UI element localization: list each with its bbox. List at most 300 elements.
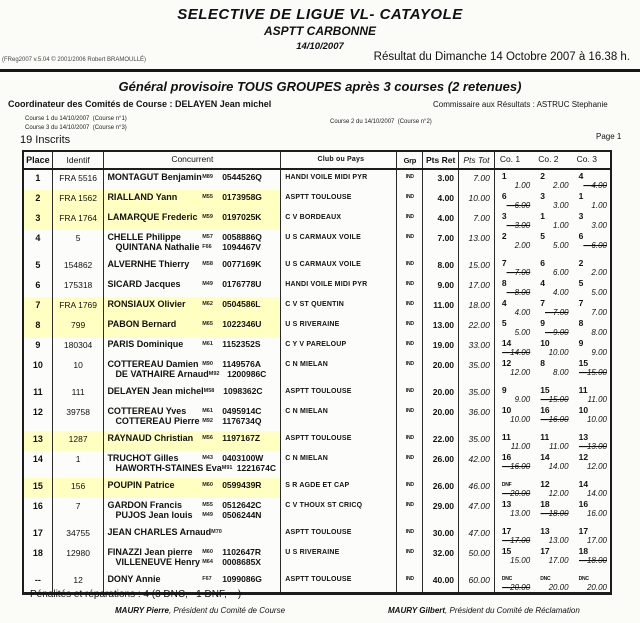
race-rank: 3 bbox=[578, 211, 584, 221]
race-points: 10.00 bbox=[586, 415, 607, 424]
crew-licence: 1197167Z bbox=[222, 433, 261, 443]
race-rank: 6 bbox=[540, 258, 545, 268]
crew-category: M43 bbox=[202, 455, 213, 461]
place-cell: 15 bbox=[24, 478, 52, 498]
race-score bbox=[533, 190, 571, 210]
table-row bbox=[24, 190, 610, 210]
race-points: —17.00 bbox=[502, 536, 531, 545]
club-cell: ASPTT TOULOUSE bbox=[280, 431, 396, 451]
points-retained-cell: 32.00 bbox=[422, 545, 458, 572]
race-score bbox=[495, 545, 533, 572]
race-points: —7.00 bbox=[506, 268, 531, 277]
crew-line bbox=[104, 451, 280, 463]
competitor-cell bbox=[103, 525, 280, 545]
crew-line bbox=[104, 230, 280, 242]
race-rank: 15 bbox=[540, 385, 550, 395]
group-cell: IND bbox=[396, 498, 422, 525]
crew-category: M92 bbox=[208, 371, 220, 377]
club-cell: ASPTT TOULOUSE bbox=[280, 572, 396, 592]
table-row bbox=[24, 431, 610, 451]
group-cell: IND bbox=[396, 277, 422, 297]
race-points: 1.00 bbox=[553, 221, 569, 230]
race-score bbox=[495, 317, 533, 337]
crew-name: POUPIN Patrice bbox=[107, 480, 175, 490]
race-points: —16.00 bbox=[502, 462, 531, 471]
points-retained-cell: 8.00 bbox=[422, 257, 458, 277]
crew-line bbox=[104, 170, 280, 182]
crew-category: M58 bbox=[203, 388, 215, 394]
competitor-cell bbox=[103, 478, 280, 498]
competitor-cell bbox=[103, 545, 280, 572]
crew-category: M62 bbox=[202, 301, 213, 307]
crew-line bbox=[104, 190, 280, 202]
race-score bbox=[533, 170, 571, 190]
competitor-cell bbox=[103, 277, 280, 297]
race-score bbox=[533, 317, 571, 337]
race-score bbox=[533, 230, 571, 257]
points-retained-cell: 30.00 bbox=[422, 525, 458, 545]
group-cell: IND bbox=[396, 431, 422, 451]
race-rank: 8 bbox=[540, 358, 545, 368]
race-rank: 13 bbox=[578, 432, 589, 442]
race-score bbox=[533, 478, 571, 498]
points-retained-cell: 26.00 bbox=[422, 478, 458, 498]
club-cell: C V BORDEAUX bbox=[280, 210, 396, 230]
club-cell: U S CARMAUX VOILE bbox=[280, 257, 396, 277]
table-row bbox=[24, 525, 610, 545]
race-rank: 11 bbox=[540, 432, 550, 442]
club-cell: HANDI VOILE MIDI PYR bbox=[280, 170, 396, 190]
crew-licence bbox=[229, 527, 280, 537]
crew-category: M58 bbox=[202, 261, 213, 267]
place-cell: 3 bbox=[24, 210, 52, 230]
sail-number-cell: 180304 bbox=[52, 337, 104, 357]
crew-name: HAWORTH-STAINES Eva bbox=[115, 463, 222, 473]
race-scores-cell bbox=[494, 277, 610, 297]
points-total-cell: 7.00 bbox=[458, 170, 494, 190]
race-points: 1.00 bbox=[514, 181, 531, 190]
place-cell: 13 bbox=[24, 431, 52, 451]
sail-number-cell: 12980 bbox=[52, 545, 104, 572]
race-score bbox=[572, 525, 610, 545]
race-rank: 7 bbox=[501, 258, 507, 268]
race-points: 2.00 bbox=[591, 268, 607, 277]
crew-licence: 1094467V bbox=[222, 242, 261, 252]
competitor-cell bbox=[103, 170, 280, 190]
sail-number-cell: 39758 bbox=[52, 404, 104, 431]
crew-line bbox=[104, 525, 280, 537]
race-rank: DNC bbox=[540, 576, 551, 582]
race-rank: 15 bbox=[578, 358, 589, 368]
signatory-role: , Président du Comité de Réclamation bbox=[445, 606, 580, 615]
race-rank: 2 bbox=[540, 171, 545, 181]
race-score bbox=[572, 384, 610, 404]
crew-category: M90 bbox=[202, 361, 213, 367]
place-cell: -- bbox=[34, 575, 41, 585]
crew-category: M56 bbox=[202, 435, 213, 441]
race-score bbox=[533, 297, 571, 317]
race-points: 1.00 bbox=[591, 201, 607, 210]
race-score bbox=[495, 297, 533, 317]
race-rank: DNC bbox=[578, 576, 589, 582]
crew-category: M57 bbox=[202, 234, 213, 240]
race-score bbox=[533, 498, 571, 525]
place-cell: 14 bbox=[32, 454, 43, 464]
competitor-cell bbox=[103, 297, 280, 317]
race-rank: 16 bbox=[540, 405, 550, 415]
sail-number-cell: 34755 bbox=[52, 525, 104, 545]
race-score bbox=[495, 572, 533, 592]
race-points: 5.00 bbox=[514, 328, 531, 337]
page-number: Page 1 bbox=[596, 132, 622, 141]
crew-name: JEAN CHARLES Arnaud bbox=[107, 527, 212, 537]
place-cell: 16 bbox=[32, 501, 43, 511]
course-1-line: Course 1 du 14/10/2007 (Course n°1) bbox=[25, 116, 127, 122]
points-retained-cell: 9.00 bbox=[422, 277, 458, 297]
race-rank: 1 bbox=[578, 191, 584, 201]
crew-licence: 0495914C bbox=[222, 406, 262, 416]
crew-category: M60 bbox=[202, 549, 213, 555]
crew-line bbox=[104, 510, 280, 520]
race-score bbox=[495, 498, 533, 525]
crew-licence: 0008685X bbox=[222, 557, 261, 567]
race-score bbox=[572, 431, 610, 451]
table-row bbox=[24, 257, 610, 277]
crew-licence: 1152352S bbox=[222, 339, 261, 349]
race-points: 8.00 bbox=[591, 328, 607, 337]
race-score bbox=[572, 277, 610, 297]
race-scores-cell bbox=[494, 451, 610, 478]
race-scores-cell bbox=[494, 545, 610, 572]
race-score bbox=[533, 357, 571, 384]
race-score bbox=[572, 545, 610, 572]
event-title: SELECTIVE DE LIGUE VL- CATAYOLE bbox=[177, 6, 463, 23]
crew-category: M55 bbox=[202, 502, 213, 508]
club-cell: ASPTT TOULOUSE bbox=[280, 525, 396, 545]
points-retained-cell: 4.00 bbox=[422, 190, 458, 210]
race-rank: 17 bbox=[501, 526, 512, 536]
points-total-cell: 35.00 bbox=[458, 431, 494, 451]
crew-licence: 1099086G bbox=[222, 574, 262, 584]
crew-category: F66 bbox=[202, 244, 212, 250]
race-score bbox=[572, 297, 610, 317]
points-total-cell: 60.00 bbox=[458, 572, 494, 592]
sail-number-cell: 7 bbox=[52, 498, 104, 525]
sail-number-cell: 1 bbox=[52, 451, 104, 478]
group-cell: IND bbox=[396, 545, 422, 572]
race-points: —9.00 bbox=[545, 328, 569, 337]
sail-number-cell: 111 bbox=[52, 384, 104, 404]
sail-number-cell: FRA 1764 bbox=[52, 210, 104, 230]
group-cell: IND bbox=[396, 257, 422, 277]
race-scores-cell bbox=[494, 478, 610, 498]
race-points: 16.00 bbox=[586, 509, 607, 518]
race-rank: 8 bbox=[501, 278, 507, 288]
header-club: Club ou Pays bbox=[280, 152, 396, 168]
competitor-cell bbox=[103, 384, 280, 404]
sail-number-cell: 175318 bbox=[52, 277, 104, 297]
place-cell: 8 bbox=[24, 317, 52, 337]
crew-name: COTTEREAU Pierre bbox=[115, 416, 200, 426]
crew-name: LAMARQUE Frederic bbox=[107, 212, 198, 222]
race-points: —4.00 bbox=[583, 181, 607, 190]
points-total-cell: 35.00 bbox=[458, 357, 494, 384]
race-scores-cell bbox=[494, 498, 610, 525]
points-retained-cell: 29.00 bbox=[422, 498, 458, 525]
place-cell: 2 bbox=[24, 190, 52, 210]
club-cell: U S CARMAUX VOILE bbox=[280, 230, 396, 257]
race-score bbox=[572, 190, 610, 210]
crew-line bbox=[104, 257, 280, 269]
header-pts-tot: Pts Tot bbox=[458, 152, 494, 168]
race-rank: 2 bbox=[501, 231, 507, 241]
points-total-cell: 36.00 bbox=[458, 404, 494, 431]
table-row bbox=[24, 317, 610, 337]
group-cell: IND bbox=[396, 404, 422, 431]
race-rank: 5 bbox=[578, 278, 584, 288]
crew-name: RAYNAUD Christian bbox=[107, 433, 194, 443]
crew-name: FINAZZI Jean pierre bbox=[107, 547, 193, 557]
race-points: 12.00 bbox=[548, 489, 569, 498]
group-cell: IND bbox=[396, 384, 422, 404]
header-place: Place bbox=[26, 155, 50, 165]
race-points: —7.00 bbox=[545, 308, 569, 317]
group-cell: IND bbox=[396, 230, 422, 257]
place-cell: 5 bbox=[35, 260, 41, 270]
place-cell: 10 bbox=[32, 360, 43, 370]
crew-line bbox=[104, 384, 280, 396]
signature-protest-committee bbox=[388, 606, 580, 615]
header-concurrent: Concurrent bbox=[103, 152, 280, 168]
header-co3: Co. 3 bbox=[576, 154, 597, 164]
competitor-cell bbox=[103, 190, 280, 210]
race-rank: 4 bbox=[540, 278, 545, 288]
race-rank: 17 bbox=[578, 526, 589, 536]
race-scores-cell bbox=[494, 170, 610, 190]
crew-licence: 1098362C bbox=[223, 386, 263, 396]
points-retained-cell: 20.00 bbox=[422, 357, 458, 384]
race-score bbox=[533, 337, 571, 357]
race-score bbox=[495, 451, 533, 478]
crew-line bbox=[104, 431, 280, 443]
competitor-cell bbox=[103, 210, 280, 230]
race-rank: 16 bbox=[578, 499, 589, 509]
race-rank: 10 bbox=[540, 338, 550, 348]
crew-licence: 0506244N bbox=[222, 510, 262, 520]
race-score bbox=[572, 317, 610, 337]
race-points: 3.00 bbox=[553, 201, 569, 210]
race-rank: 11 bbox=[578, 385, 588, 395]
race-points: —15.00 bbox=[540, 395, 569, 404]
crew-category: M61 bbox=[202, 408, 213, 414]
race-points: 4.00 bbox=[514, 308, 531, 317]
event-date: 14/10/2007 bbox=[296, 41, 344, 52]
points-retained-cell: 20.00 bbox=[422, 404, 458, 431]
race-score bbox=[533, 210, 571, 230]
crew-licence: 0176778U bbox=[222, 279, 262, 289]
crew-licence: 1149576A bbox=[222, 359, 261, 369]
race-scores-cell bbox=[494, 404, 610, 431]
race-score bbox=[572, 257, 610, 277]
crew-licence: 1102647R bbox=[222, 547, 261, 557]
race-points: 11.00 bbox=[510, 442, 531, 451]
crew-name: PABON Bernard bbox=[107, 319, 177, 329]
crew-name: RIALLAND Yann bbox=[107, 192, 178, 202]
sail-number-cell: FRA 1769 bbox=[52, 297, 104, 317]
competitor-cell bbox=[103, 451, 280, 478]
points-total-cell: 42.00 bbox=[458, 451, 494, 478]
race-rank: 2 bbox=[578, 258, 584, 268]
points-total-cell: 10.00 bbox=[458, 190, 494, 210]
sail-number-cell: 154862 bbox=[52, 257, 104, 277]
race-rank: 12 bbox=[578, 452, 589, 462]
race-score bbox=[495, 404, 533, 431]
results-rows bbox=[24, 170, 610, 592]
race-rank: 9 bbox=[578, 338, 584, 348]
crew-category: M55 bbox=[202, 194, 213, 200]
group-cell: IND bbox=[396, 451, 422, 478]
club-cell: C N MIELAN bbox=[280, 404, 396, 431]
club-cell: C N MIELAN bbox=[280, 357, 396, 384]
crew-name: DE VATHAIRE Arnaud bbox=[115, 369, 209, 379]
race-score bbox=[572, 451, 610, 478]
crew-line bbox=[104, 463, 280, 473]
race-points: —18.00 bbox=[578, 556, 607, 565]
race-rank: 4 bbox=[501, 298, 507, 308]
table-row bbox=[24, 545, 610, 572]
race-rank: 14 bbox=[578, 479, 589, 489]
points-total-cell: 15.00 bbox=[458, 257, 494, 277]
sail-number-cell: 5 bbox=[52, 230, 104, 257]
place-cell: 9 bbox=[35, 340, 41, 350]
table-row bbox=[24, 451, 610, 478]
points-retained-cell: 4.00 bbox=[422, 210, 458, 230]
crew-category: M49 bbox=[202, 512, 213, 518]
place-cell: 18 bbox=[32, 548, 43, 558]
signatory-name: MAURY Gilbert bbox=[388, 606, 446, 615]
crew-line bbox=[104, 404, 280, 416]
place-cell: 7 bbox=[24, 297, 52, 317]
points-retained-cell: 40.00 bbox=[422, 572, 458, 592]
race-points: 8.00 bbox=[553, 368, 569, 377]
race-rank: 5 bbox=[540, 231, 545, 241]
crew-name: COTTEREAU Damien bbox=[107, 359, 199, 369]
points-retained-cell: 19.00 bbox=[422, 337, 458, 357]
race-score bbox=[572, 498, 610, 525]
race-rank: 13 bbox=[501, 499, 512, 509]
results-table bbox=[22, 150, 612, 595]
points-total-cell: 46.00 bbox=[458, 478, 494, 498]
race-score bbox=[533, 545, 571, 572]
group-cell: IND bbox=[396, 357, 422, 384]
crew-licence: 0197025K bbox=[222, 212, 262, 222]
race-score bbox=[572, 478, 610, 498]
race-scores-cell bbox=[494, 384, 610, 404]
crew-licence: 0512642C bbox=[222, 500, 262, 510]
penalties-line: Pénalités et réparations : 4 (3 DNC, 1 DNF, ) bbox=[30, 589, 242, 600]
race-rank: 1 bbox=[501, 171, 507, 181]
crew-name: COTTEREAU Yves bbox=[107, 406, 187, 416]
race-score bbox=[572, 170, 610, 190]
race-scores-cell bbox=[494, 525, 610, 545]
race-score bbox=[495, 277, 533, 297]
points-total-cell: 47.00 bbox=[458, 525, 494, 545]
race-score bbox=[533, 384, 571, 404]
crew-name: SICARD Jacques bbox=[107, 279, 181, 289]
race-score bbox=[495, 525, 533, 545]
race-points: 14.00 bbox=[548, 462, 569, 471]
race-rank: 6 bbox=[501, 191, 507, 201]
race-rank: 16 bbox=[501, 452, 512, 462]
race-rank: 12 bbox=[540, 479, 550, 489]
course-3-line: Course 3 du 14/10/2007 (Course n°3) bbox=[25, 125, 127, 131]
crew-name: GARDON Francis bbox=[107, 500, 182, 510]
place-cell: 12 bbox=[32, 407, 43, 417]
competitor-cell bbox=[103, 317, 280, 337]
group-cell: IND bbox=[396, 297, 422, 317]
race-scores-cell bbox=[494, 317, 610, 337]
table-row bbox=[24, 210, 610, 230]
group-cell: IND bbox=[396, 572, 422, 592]
race-points: —8.00 bbox=[506, 288, 531, 297]
race-score bbox=[533, 431, 571, 451]
crew-licence: 1221674C bbox=[236, 463, 276, 473]
table-row bbox=[24, 404, 610, 431]
crew-line bbox=[104, 277, 280, 289]
sail-number-cell: 12 bbox=[52, 572, 104, 592]
race-rank: 9 bbox=[501, 385, 507, 395]
race-points: 10.00 bbox=[548, 348, 569, 357]
crew-licence: 0058886Q bbox=[222, 232, 262, 242]
race-points: —3.00 bbox=[506, 221, 531, 230]
signature-race-committee bbox=[115, 606, 285, 615]
race-rank: 4 bbox=[578, 171, 584, 181]
club-cell: C V THOUX ST CRICQ bbox=[280, 498, 396, 525]
race-score bbox=[572, 572, 610, 592]
crew-line bbox=[104, 416, 280, 426]
race-scores-cell bbox=[494, 190, 610, 210]
race-points: —18.00 bbox=[540, 509, 569, 518]
race-score bbox=[572, 230, 610, 257]
points-total-cell: 50.00 bbox=[458, 545, 494, 572]
place-cell: 1 bbox=[35, 173, 41, 183]
race-rank: 3 bbox=[540, 191, 545, 201]
race-points: —15.00 bbox=[578, 368, 607, 377]
race-rank: 5 bbox=[501, 318, 507, 328]
race-scores-cell bbox=[494, 572, 610, 592]
race-score bbox=[495, 257, 533, 277]
club-cell: C Y V PARELOUP bbox=[280, 337, 396, 357]
race-score bbox=[572, 210, 610, 230]
crew-licence: 1022346U bbox=[222, 319, 262, 329]
header-grp: Grp bbox=[396, 152, 422, 168]
table-row bbox=[24, 498, 610, 525]
race-scores-cell bbox=[494, 297, 610, 317]
crew-category: M61 bbox=[202, 341, 213, 347]
club-cell: S R AGDE ET CAP bbox=[280, 478, 396, 498]
table-row bbox=[24, 277, 610, 297]
race-score bbox=[495, 170, 533, 190]
race-points: 13.00 bbox=[548, 536, 569, 545]
race-points: 13.00 bbox=[510, 509, 531, 518]
race-points: 12.00 bbox=[586, 462, 607, 471]
table-row bbox=[24, 384, 610, 404]
crew-category: M92 bbox=[202, 418, 213, 424]
group-cell: IND bbox=[396, 170, 422, 190]
race-points: 3.00 bbox=[591, 221, 607, 230]
race-points: 11.00 bbox=[549, 442, 569, 451]
crew-category: M91 bbox=[221, 465, 233, 471]
